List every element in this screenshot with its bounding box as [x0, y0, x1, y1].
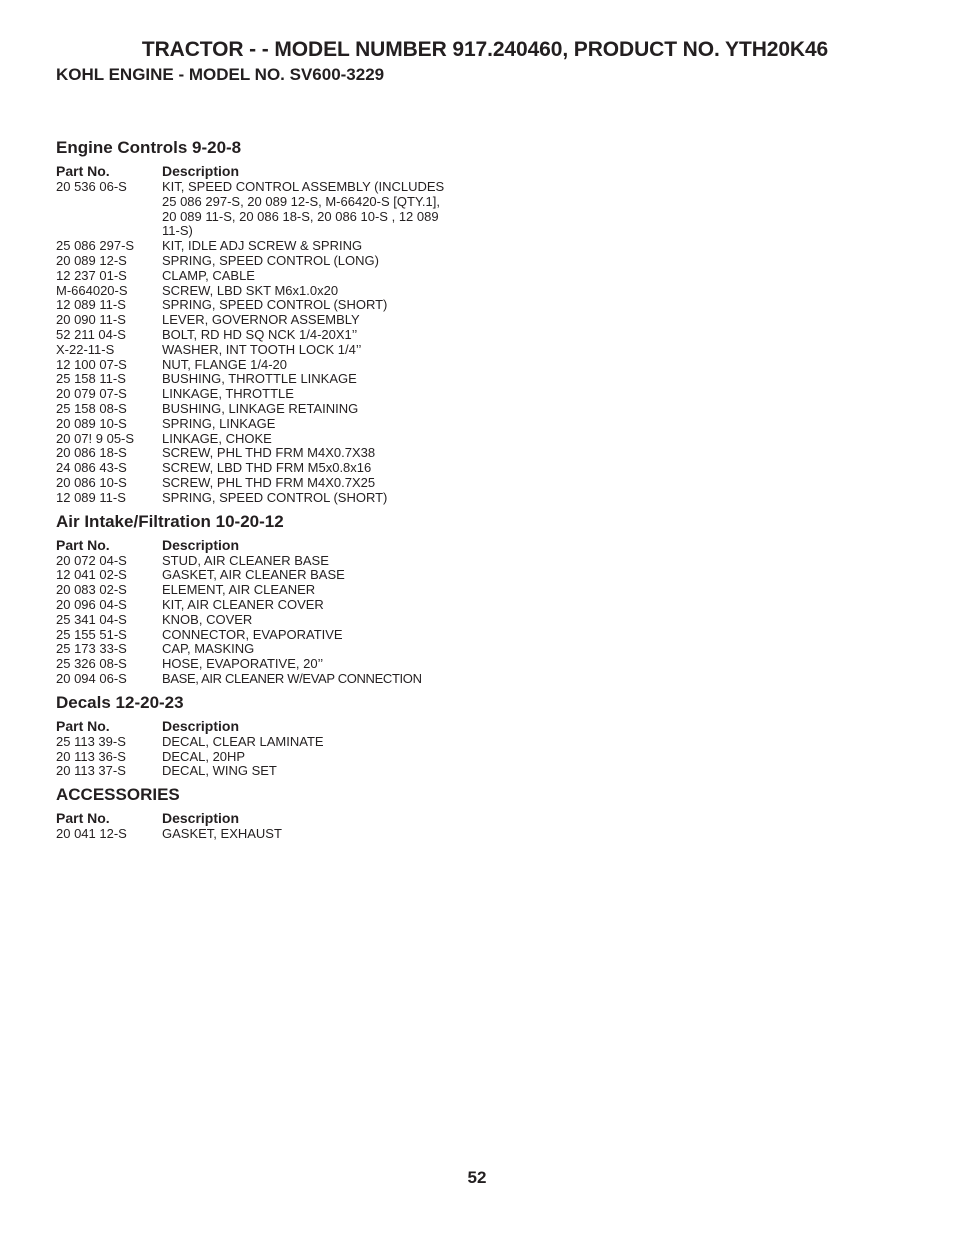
- part-description: SPRING, SPEED CONTROL (LONG): [162, 252, 379, 268]
- table-header: [56, 718, 576, 735]
- part-number: 25 158 11-S: [56, 371, 126, 387]
- part-number: 25 326 08-S: [56, 656, 127, 672]
- section-engine-controls: [56, 137, 576, 506]
- table-row: [56, 657, 576, 672]
- part-description: WASHER, INT TOOTH LOCK 1/4’’: [162, 341, 362, 357]
- part-number: 20 079 07-S: [56, 386, 127, 402]
- part-description: KIT, SPEED CONTROL ASSEMBLY (INCLUDES 25 086 297-S, 20 089 12-S, M-66420-S [QTY.1], 20 089 11-S, 20 086 18-S, 20 086 10-S , 12 089 11-S): [162, 179, 445, 239]
- part-description: CLAMP, CABLE: [162, 267, 255, 283]
- part-number: 20 089 10-S: [56, 415, 127, 431]
- part-number: 12 237 01-S: [56, 267, 127, 283]
- part-description: DECAL, 20HP: [162, 748, 246, 764]
- table-row: [56, 328, 576, 343]
- parts-list: [56, 137, 576, 842]
- part-number: 20 094 06-S: [56, 670, 127, 686]
- column-header-part-no: Part No.: [56, 810, 110, 827]
- part-number: 25 173 33-S: [56, 641, 127, 657]
- part-number: 25 158 08-S: [56, 400, 127, 416]
- table-row: [56, 613, 576, 628]
- column-header-part-no: Part No.: [56, 717, 110, 734]
- table-row: [56, 764, 576, 779]
- part-number: 12 041 02-S: [56, 567, 127, 583]
- part-description: SCREW, LBD THD FRM M5x0.8x16: [162, 460, 372, 476]
- table-row: [56, 313, 576, 328]
- part-number: 20 090 11-S: [56, 312, 126, 328]
- part-description: LEVER, GOVERNOR ASSEMBLY: [162, 312, 360, 328]
- section-title: Decals 12-20-23: [56, 692, 184, 712]
- part-number: 20 089 12-S: [56, 252, 127, 268]
- part-description: DECAL, CLEAR LAMINATE: [162, 733, 324, 749]
- table-row: [56, 358, 576, 373]
- table-row: [56, 491, 576, 506]
- table-row: [56, 598, 576, 613]
- table-row: [56, 750, 576, 765]
- table-row: [56, 269, 576, 284]
- part-description: SPRING, LINKAGE: [162, 415, 276, 431]
- part-description: SPRING, SPEED CONTROL (SHORT): [162, 297, 388, 313]
- table-row: [56, 298, 576, 313]
- part-number: 12 089 11-S: [56, 297, 126, 313]
- part-description: SCREW, LBD SKT M6x1.0x20: [162, 282, 339, 298]
- part-number: 20 096 04-S: [56, 596, 127, 612]
- page-number: 52: [467, 1168, 487, 1187]
- table-row: [56, 568, 576, 583]
- part-number: 20 07! 9 05-S: [56, 430, 135, 446]
- section-air-intake: [56, 511, 576, 687]
- column-header-description: Description: [162, 163, 240, 179]
- part-description: NUT, FLANGE 1/4-20: [162, 356, 287, 372]
- table-row: [56, 476, 576, 491]
- part-description: GASKET, EXHAUST: [162, 826, 282, 842]
- part-description: CONNECTOR, EVAPORATIVE: [162, 626, 343, 642]
- part-number: 20 083 02-S: [56, 582, 127, 598]
- part-description: ELEMENT, AIR CLEANER: [162, 582, 316, 598]
- part-number: 20 072 04-S: [56, 552, 127, 568]
- part-description: LINKAGE, THROTTLE: [162, 386, 294, 402]
- section-title: Engine Controls 9-20-8: [56, 138, 242, 157]
- table-row: [56, 239, 576, 254]
- part-description: BASE, AIR CLEANER W/EVAP CONNECTION: [162, 670, 422, 686]
- table-row: [56, 432, 576, 447]
- table-row: [56, 284, 576, 299]
- table-row: [56, 554, 576, 569]
- part-description: KIT, AIR CLEANER COVER: [162, 596, 324, 612]
- part-number: 20 113 36-S: [56, 748, 126, 764]
- part-description: DECAL, WING SET: [162, 763, 277, 779]
- part-number: 20 113 37-S: [56, 763, 126, 779]
- column-header-part-no: Part No.: [56, 536, 110, 553]
- section-accessories: [56, 784, 576, 842]
- part-description: LINKAGE, CHOKE: [162, 430, 272, 446]
- table-header: [56, 537, 576, 554]
- part-number: 12 100 07-S: [56, 356, 127, 372]
- part-number: 52 211 04-S: [56, 326, 126, 342]
- table-row: [56, 387, 576, 402]
- table-row: [56, 446, 576, 461]
- table-header: [56, 810, 576, 827]
- column-header-description: Description: [162, 717, 240, 734]
- table-row: [56, 827, 576, 842]
- table-row: [56, 402, 576, 417]
- column-header-part-no: Part No.: [56, 163, 110, 179]
- table-row: [56, 735, 576, 750]
- table-header: [56, 163, 576, 180]
- part-number: 25 341 04-S: [56, 611, 127, 627]
- page-subtitle: KOHL ENGINE - MODEL NO. SV600-3229: [56, 65, 385, 84]
- part-number: 20 086 18-S: [56, 445, 127, 461]
- table-row: [56, 461, 576, 476]
- part-description: BUSHING, LINKAGE RETAINING: [162, 400, 359, 416]
- part-description: KIT, IDLE ADJ SCREW & SPRING: [162, 238, 363, 254]
- part-number: 20 041 12-S: [56, 826, 127, 842]
- part-number: 20 086 10-S: [56, 474, 127, 490]
- part-number: 25 155 51-S: [56, 626, 127, 642]
- table-row: [56, 343, 576, 358]
- table-row: [56, 628, 576, 643]
- part-description: SPRING, SPEED CONTROL (SHORT): [162, 489, 388, 505]
- part-description: KNOB, COVER: [162, 611, 253, 627]
- part-description: SCREW, PHL THD FRM M4X0.7X25: [162, 474, 376, 490]
- column-header-description: Description: [162, 536, 240, 553]
- part-description: STUD, AIR CLEANER BASE: [162, 552, 329, 568]
- table-row: [56, 254, 576, 269]
- section-title: Air Intake/Filtration 10-20-12: [56, 511, 284, 531]
- part-description: BOLT, RD HD SQ NCK 1/4-20X1’’: [162, 326, 358, 342]
- part-description: HOSE, EVAPORATIVE, 20’’: [162, 656, 324, 672]
- part-description: BUSHING, THROTTLE LINKAGE: [162, 371, 357, 387]
- part-number: 12 089 11-S: [56, 489, 126, 505]
- table-row: [56, 417, 576, 432]
- table-row: [56, 583, 576, 598]
- part-description: SCREW, PHL THD FRM M4X0.7X38: [162, 445, 376, 461]
- table-row: [56, 642, 576, 657]
- table-row: [56, 180, 576, 239]
- column-header-description: Description: [162, 810, 240, 827]
- section-decals: [56, 692, 576, 779]
- part-number: 25 086 297-S: [56, 238, 135, 254]
- table-row: [56, 372, 576, 387]
- table-row: [56, 672, 576, 687]
- part-description: CAP, MASKING: [162, 641, 255, 657]
- part-description: GASKET, AIR CLEANER BASE: [162, 567, 345, 583]
- part-number: X-22-11-S: [56, 341, 115, 357]
- part-number: M-664020-S: [56, 282, 128, 298]
- part-number: 20 536 06-S: [56, 179, 127, 194]
- part-number: 25 113 39-S: [56, 733, 126, 749]
- page-title: TRACTOR - - MODEL NUMBER 917.240460, PRODUCT NO. YTH20K46: [141, 38, 829, 61]
- section-title: ACCESSORIES: [56, 785, 180, 805]
- part-number: 24 086 43-S: [56, 460, 127, 476]
